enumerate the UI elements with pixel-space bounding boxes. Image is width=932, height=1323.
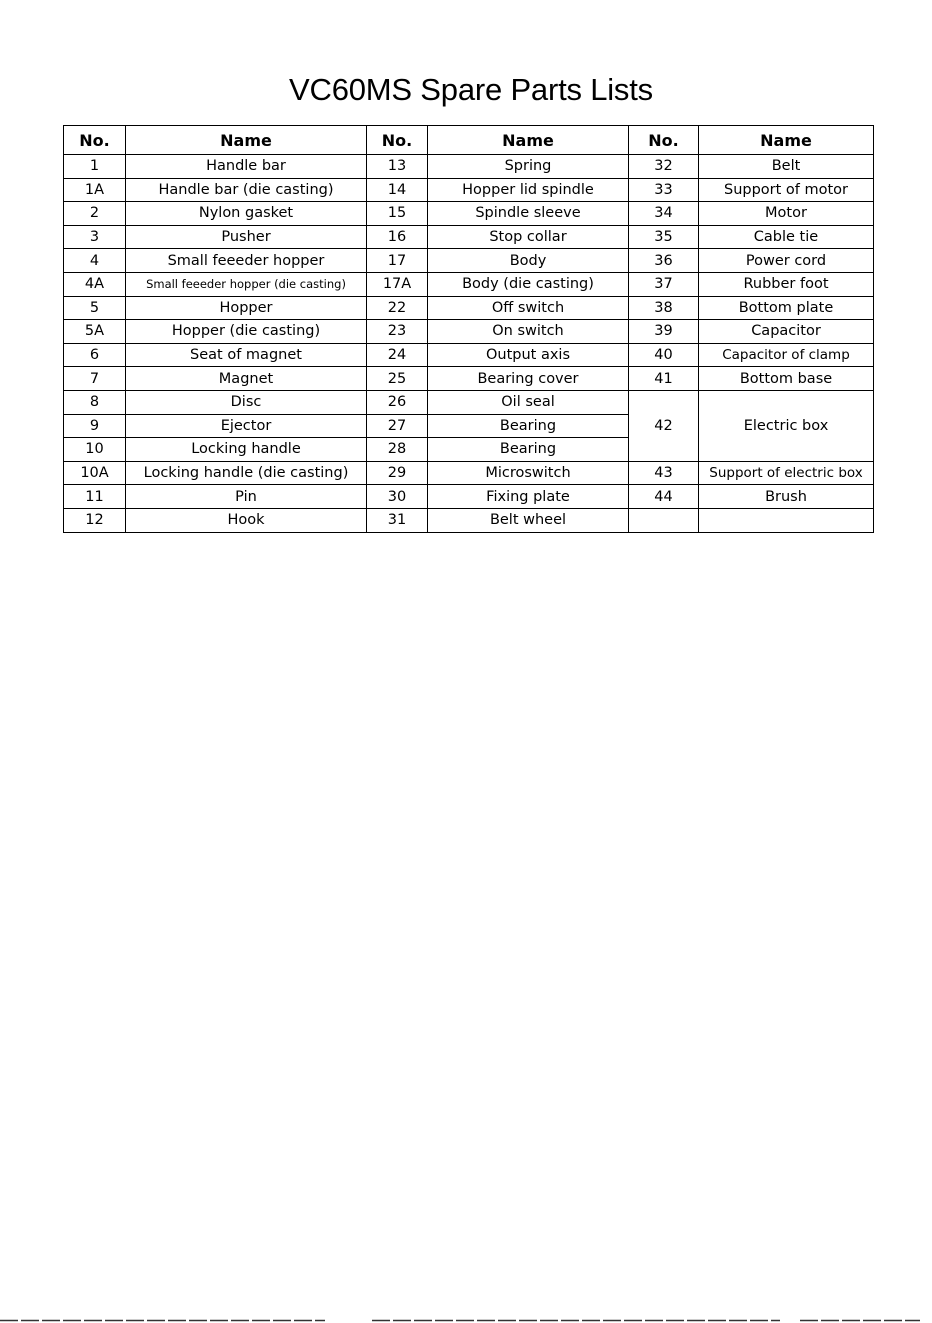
part-name: Hopper: [126, 296, 367, 320]
part-name: [699, 508, 874, 532]
part-no: 14: [367, 178, 428, 202]
part-name: Capacitor: [699, 320, 874, 344]
part-no: 36: [629, 249, 699, 273]
part-no: 38: [629, 296, 699, 320]
part-no: 5A: [64, 320, 126, 344]
part-no: 12: [64, 508, 126, 532]
part-name: Off switch: [428, 296, 629, 320]
part-no: 2: [64, 202, 126, 226]
table-row: [64, 485, 874, 509]
part-name: Belt wheel: [428, 508, 629, 532]
part-name: Small feeeder hopper (die casting): [126, 272, 367, 296]
table-row: [64, 508, 874, 532]
part-no: 28: [367, 438, 428, 462]
part-no: 42: [629, 390, 699, 461]
part-name: Hook: [126, 508, 367, 532]
table-row: [64, 390, 874, 414]
part-name: Capacitor of clamp: [699, 343, 874, 367]
part-name: Output axis: [428, 343, 629, 367]
spare-parts-table: [63, 125, 874, 533]
part-no: 31: [367, 508, 428, 532]
table-header-row: [64, 126, 874, 155]
table-row: [64, 155, 874, 179]
part-no: 17A: [367, 272, 428, 296]
part-name: On switch: [428, 320, 629, 344]
part-no: 40: [629, 343, 699, 367]
part-name: Bearing: [428, 438, 629, 462]
part-name: Rubber foot: [699, 272, 874, 296]
part-no: 10: [64, 438, 126, 462]
part-no: 13: [367, 155, 428, 179]
part-no: 37: [629, 272, 699, 296]
part-no: 16: [367, 225, 428, 249]
header-name: Name: [428, 126, 629, 155]
part-name: Ejector: [126, 414, 367, 438]
part-no: 30: [367, 485, 428, 509]
part-no: 43: [629, 461, 699, 485]
part-no: 35: [629, 225, 699, 249]
part-no: 39: [629, 320, 699, 344]
part-no: [629, 508, 699, 532]
part-name: Fixing plate: [428, 485, 629, 509]
part-name: Bearing cover: [428, 367, 629, 391]
part-name: Power cord: [699, 249, 874, 273]
part-name: Bottom plate: [699, 296, 874, 320]
table-row: [64, 461, 874, 485]
part-no: 11: [64, 485, 126, 509]
part-no: 6: [64, 343, 126, 367]
part-no: 4: [64, 249, 126, 273]
part-name: Spring: [428, 155, 629, 179]
part-no: 22: [367, 296, 428, 320]
part-name: Cable tie: [699, 225, 874, 249]
part-no: 5: [64, 296, 126, 320]
part-name: Motor: [699, 202, 874, 226]
part-no: 15: [367, 202, 428, 226]
part-name: Electric box: [699, 390, 874, 461]
table-row: [64, 343, 874, 367]
table-row: [64, 178, 874, 202]
part-no: 8: [64, 390, 126, 414]
table-row: [64, 249, 874, 273]
part-name: Body: [428, 249, 629, 273]
part-no: 1A: [64, 178, 126, 202]
table-row: [64, 320, 874, 344]
part-name: Brush: [699, 485, 874, 509]
part-name: Support of motor: [699, 178, 874, 202]
table-row: [64, 367, 874, 391]
header-name: Name: [126, 126, 367, 155]
part-name: Magnet: [126, 367, 367, 391]
part-no: 25: [367, 367, 428, 391]
part-no: 32: [629, 155, 699, 179]
part-name: Support of electric box: [699, 461, 874, 485]
page-title: VC60MS Spare Parts Lists: [289, 72, 653, 107]
header-name: Name: [699, 126, 874, 155]
part-no: 41: [629, 367, 699, 391]
part-name: Disc: [126, 390, 367, 414]
table-row: [64, 225, 874, 249]
part-no: 34: [629, 202, 699, 226]
part-name: Locking handle (die casting): [126, 461, 367, 485]
part-no: 29: [367, 461, 428, 485]
header-no: No.: [64, 126, 126, 155]
part-name: Pusher: [126, 225, 367, 249]
part-name: Pin: [126, 485, 367, 509]
header-no: No.: [629, 126, 699, 155]
bottom-edge-marks: [0, 1319, 932, 1322]
part-no: 4A: [64, 272, 126, 296]
part-no: 44: [629, 485, 699, 509]
part-no: 24: [367, 343, 428, 367]
part-no: 1: [64, 155, 126, 179]
part-name: Hopper (die casting): [126, 320, 367, 344]
part-name: Seat of magnet: [126, 343, 367, 367]
header-no: No.: [367, 126, 428, 155]
part-no: 23: [367, 320, 428, 344]
part-no: 10A: [64, 461, 126, 485]
part-no: 3: [64, 225, 126, 249]
part-name: Spindle sleeve: [428, 202, 629, 226]
part-no: 27: [367, 414, 428, 438]
part-no: 9: [64, 414, 126, 438]
part-name: Oil seal: [428, 390, 629, 414]
part-no: 33: [629, 178, 699, 202]
part-name: Belt: [699, 155, 874, 179]
part-name: Handle bar: [126, 155, 367, 179]
part-name: Locking handle: [126, 438, 367, 462]
part-name: Bearing: [428, 414, 629, 438]
part-name: Stop collar: [428, 225, 629, 249]
part-name: Nylon gasket: [126, 202, 367, 226]
table-row: [64, 202, 874, 226]
part-no: 7: [64, 367, 126, 391]
part-no: 26: [367, 390, 428, 414]
part-no: 17: [367, 249, 428, 273]
part-name: Body (die casting): [428, 272, 629, 296]
part-name: Small feeeder hopper: [126, 249, 367, 273]
part-name: Handle bar (die casting): [126, 178, 367, 202]
table-row: [64, 296, 874, 320]
part-name: Hopper lid spindle: [428, 178, 629, 202]
table-row: [64, 272, 874, 296]
part-name: Bottom base: [699, 367, 874, 391]
part-name: Microswitch: [428, 461, 629, 485]
